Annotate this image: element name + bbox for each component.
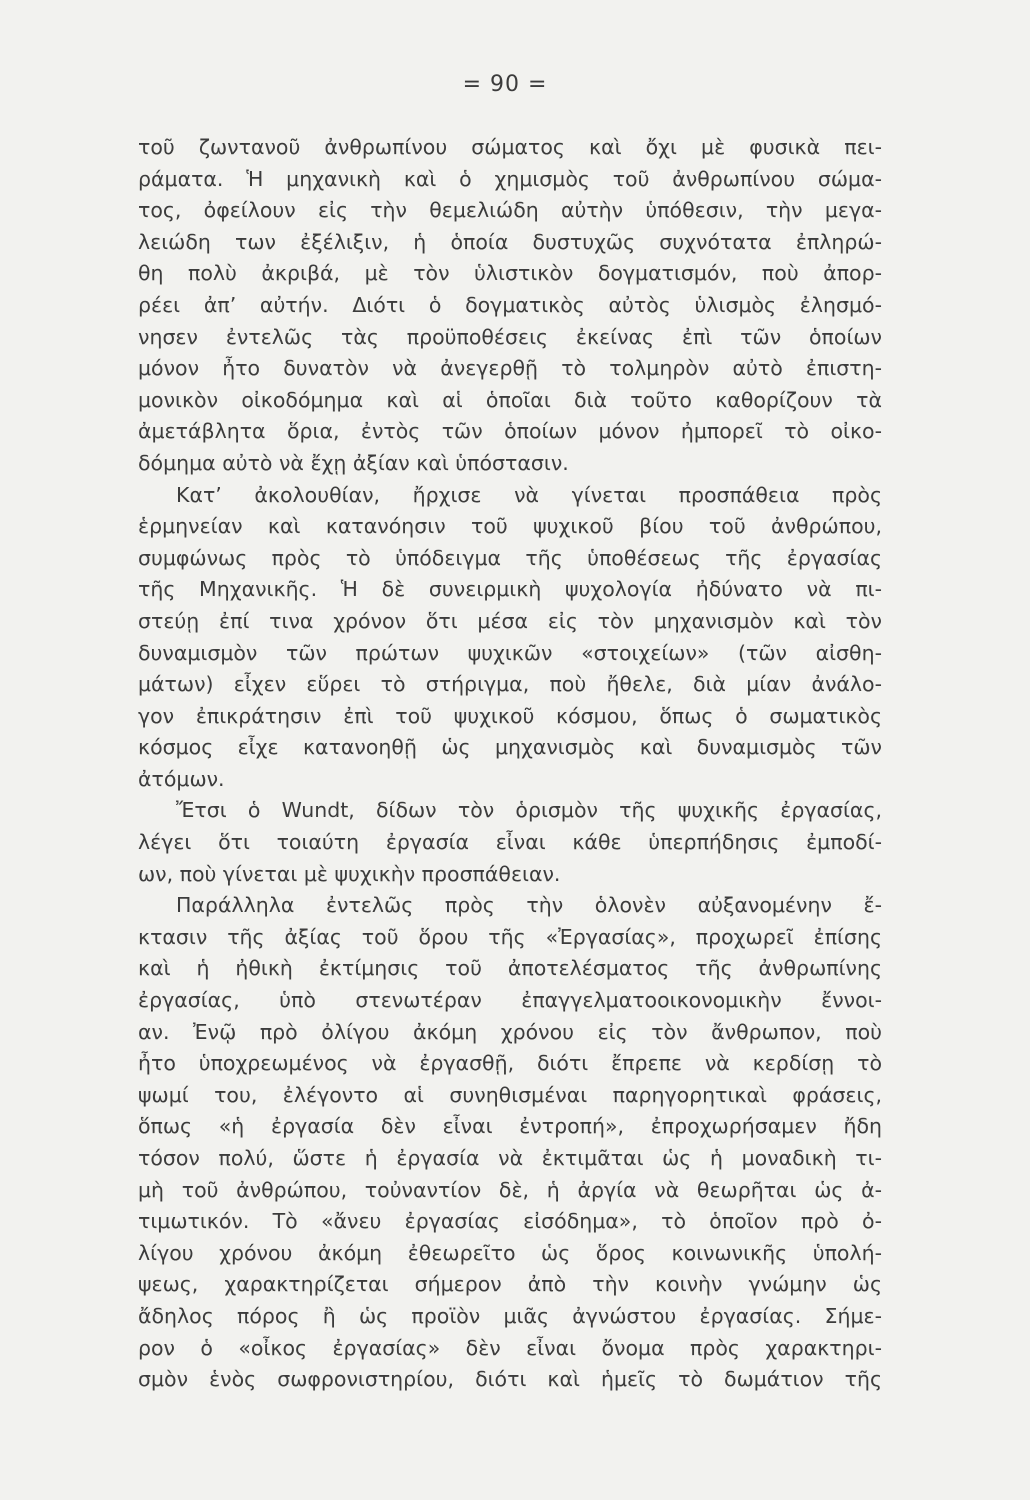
text-line: ρέει ἀπ’ αὐτήν. Διότι ὁ δογματικὸς αὐτὸς ὑλισμὸς ἐλησμό- [138, 292, 882, 317]
text-line: δυναμισμὸν τῶν πρώτων ψυχικῶν «στοιχείων» (τῶν αἰσθη- [138, 640, 882, 665]
text-line: καὶ ἡ ἠθικὴ ἐκτίμησις τοῦ ἀποτελέσματος τῆς ἀνθρωπίνης [138, 956, 882, 981]
text-line: λίγου χρόνου ἀκόμη ἐθεωρεῖτο ὡς ὅρος κοινωνικῆς ὑπολή- [138, 1240, 882, 1265]
text-line: μονικὸν οἰκοδόμημα καὶ αἱ ὁποῖαι διὰ τοῦτο καθορίζουν τὰ [138, 387, 882, 412]
text-line: τοῦ ζωντανοῦ ἀνθρωπίνου σώματος καὶ ὄχι μὲ φυσικὰ πει- [138, 135, 882, 159]
text-line: συμφώνως πρὸς τὸ ὑπόδειγμα τῆς ὑποθέσεως τῆς ἐργασίας [138, 545, 882, 570]
text-line: νησεν ἐντελῶς τὰς προϋποθέσεις ἐκείνας ἐπὶ τῶν ὁποίων [138, 324, 882, 349]
text-line: ἀμετάβλητα ὅρια, ἐντὸς τῶν ὁποίων μόνον ἠμπορεῖ τὸ οἰκο- [138, 419, 882, 444]
text-line: ψωμί του, ἐλέγοντο αἱ συνηθισμέναι παρηγορητικαὶ φράσεις, [138, 1082, 882, 1107]
text-line: τιμωτικόν. Τὸ «ἄνευ ἐργασίας εἰσόδημα», τὸ ὁποῖον πρὸ ὀ- [138, 1209, 882, 1234]
text-line: κόσμος εἶχε κατανοηθῇ ὡς μηχανισμὸς καὶ δυναμισμὸς τῶν [138, 735, 882, 760]
text-line: ἄδηλος πόρος ἢ ὡς προϊὸν μιᾶς ἀγνώστου ἐργασίας. Σήμε- [138, 1303, 882, 1328]
text-line: τόσον πολύ, ὥστε ἡ ἐργασία νὰ ἐκτιμᾶται ὡς ἡ μοναδικὴ τι- [138, 1146, 882, 1170]
page-number: = 90 = [462, 72, 548, 97]
text-line: ράματα. Ἡ μηχανικὴ καὶ ὁ χημισμὸς τοῦ ἀνθρωπίνου σώμα- [138, 166, 882, 191]
text-line: ἐργασίας, ὑπὸ στενωτέραν ἐπαγγελματοοικονομικὴν ἔννοι- [138, 988, 882, 1013]
text-line: ὅπως «ἡ ἐργασία δὲν εἶναι ἐντροπή», ἐπροχωρήσαμεν ἤδη [138, 1114, 882, 1139]
text-line: ψεως, χαρακτηρίζεται σήμερον ἀπὸ τὴν κοινὴν γνώμην ὡς [138, 1272, 882, 1297]
text-line: σμὸν ἑνὸς σωφρονιστηρίου, διότι καὶ ἡμεῖς τὸ δωμάτιον τῆς [138, 1367, 882, 1392]
paragraph-first-line: Παράλληλα ἐντελῶς πρὸς τὴν ὁλονὲν αὐξανομένην ἔ- [176, 893, 882, 918]
text-line: μὴ τοῦ ἀνθρώπου, τοὐναντίον δὲ, ἡ ἀργία νὰ θεωρῆται ὡς ἀ- [138, 1177, 882, 1202]
paragraph-first-line: Κατ’ ἀκολουθίαν, ἤρχισε νὰ γίνεται προσπάθεια πρὸς [176, 482, 882, 507]
text-line: θη πολὺ ἀκριβά, μὲ τὸν ὑλιστικὸν δογματισμόν, ποὺ ἀπορ- [138, 261, 882, 286]
text-line: τῆς Μηχανικῆς. Ἡ δὲ συνειρμικὴ ψυχολογία ἠδύνατο νὰ πι- [138, 577, 882, 602]
text-line: κτασιν τῆς ἀξίας τοῦ ὅρου τῆς «Ἐργασίας», προχωρεῖ ἐπίσης [138, 924, 882, 949]
text-line: αν. Ἐνῷ πρὸ ὀλίγου ἀκόμη χρόνου εἰς τὸν ἄνθρωπον, ποὺ [138, 1019, 882, 1044]
text-line: μάτων) εἶχεν εὕρει τὸ στήριγμα, ποὺ ἤθελε, διὰ μίαν ἀνάλο- [138, 672, 882, 697]
text-line: μόνον ἦτο δυνατὸν νὰ ἀνεγερθῇ τὸ τολμηρὸν αὐτὸ ἐπιστη- [138, 356, 882, 381]
text-line: γον ἐπικράτησιν ἐπὶ τοῦ ψυχικοῦ κόσμου, ὅπως ὁ σωματικὸς [138, 703, 882, 728]
text-line: ἀτόμων. [138, 766, 225, 791]
text-line: λειώδη των ἐξέλιξιν, ἡ ὁποία δυστυχῶς συχνότατα ἐπληρώ- [138, 229, 882, 254]
text-line: ων, ποὺ γίνεται μὲ ψυχικὴν προσπάθειαν. [138, 861, 561, 886]
paragraph-first-line: Ἔτσι ὁ Wundt, δίδων τὸν ὁρισμὸν τῆς ψυχικῆς ἐργασίας, [176, 798, 882, 823]
text-line: δόμημα αὐτὸ νὰ ἔχῃ ἀξίαν καὶ ὑπόστασιν. [138, 450, 569, 475]
text-line: ἦτο ὑποχρεωμένος νὰ ἐργασθῇ, διότι ἔπρεπε νὰ κερδίσῃ τὸ [138, 1051, 882, 1076]
text-line: τος, ὀφείλουν εἰς τὴν θεμελιώδη αὐτὴν ὑπόθεσιν, τὴν μεγα- [138, 198, 882, 223]
text-line: ρον ὁ «οἶκος ἐργασίας» δὲν εἶναι ὄνομα πρὸς χαρακτηρι- [138, 1335, 882, 1360]
text-line: στεύῃ ἐπί τινα χρόνον ὅτι μέσα εἰς τὸν μηχανισμὸν καὶ τὸν [138, 608, 882, 633]
text-line: ἑρμηνείαν καὶ κατανόησιν τοῦ ψυχικοῦ βίου τοῦ ἀνθρώπου, [138, 514, 882, 539]
body-text [138, 132, 882, 1396]
text-line: λέγει ὅτι τοιαύτη ἐργασία εἶναι κάθε ὑπερπήδησις ἐμποδί- [138, 830, 882, 855]
